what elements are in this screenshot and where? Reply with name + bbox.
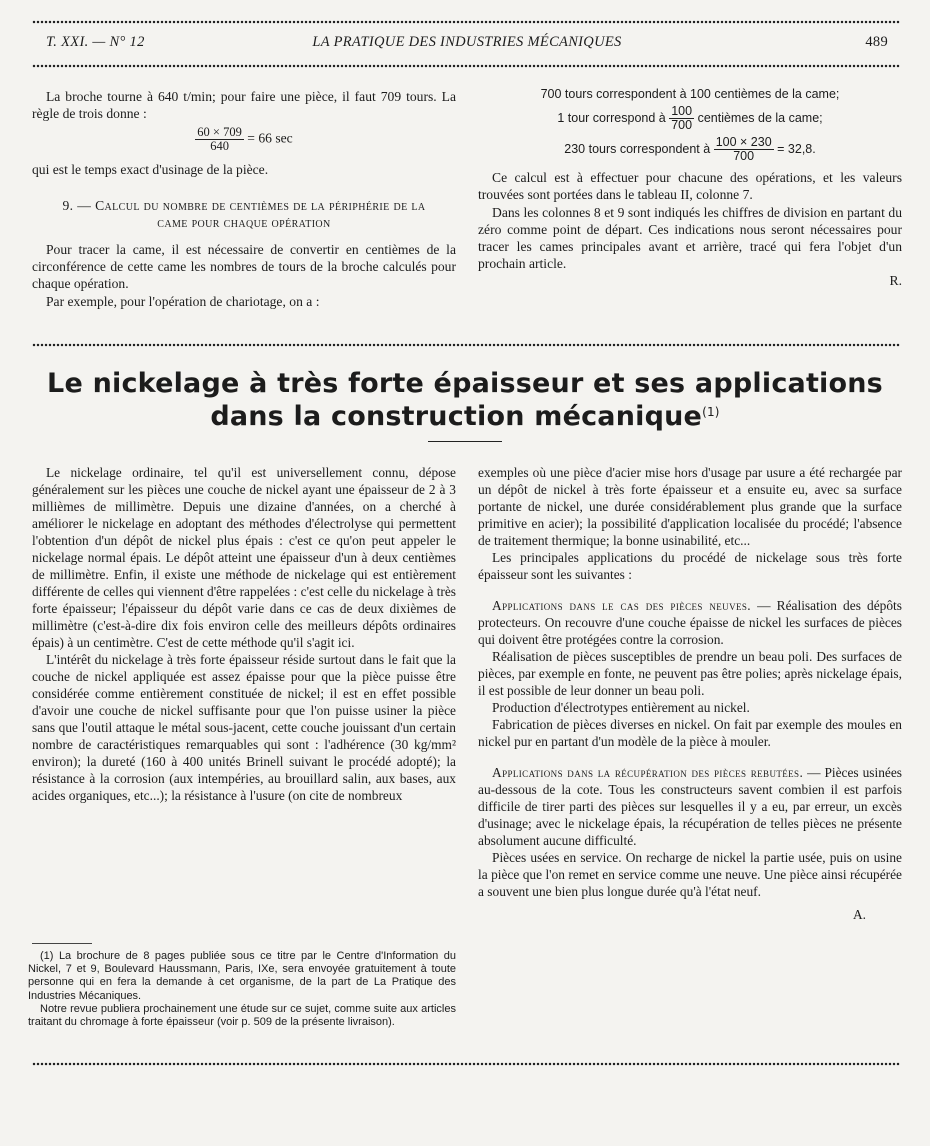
article-title bbox=[0, 367, 930, 433]
title-underline bbox=[428, 441, 502, 442]
calc-text: 1 tour correspond à bbox=[557, 111, 666, 125]
page-number: 489 bbox=[865, 34, 888, 50]
title-text: dans la construction mécanique bbox=[210, 401, 703, 432]
fraction bbox=[195, 126, 244, 153]
paragraph: Pièces usées en service. On recharge de nickel la partie usée, puis on usine la pièce que l'on remet en service comme une neuve. Une pièce ainsi récupérée a souvent une bien plus longue durée qu'à l'état neuf. bbox=[478, 850, 902, 899]
paragraph: Les principales applications du procédé de nickelage sous très forte épaisseur sont les suivantes : bbox=[478, 550, 902, 582]
calc-text: 230 tours correspondent à bbox=[564, 142, 711, 156]
paragraph: Réalisation de pièces susceptibles de prendre un beau poli. Des surfaces de pièces, par exemple en fonte, ne peuvent pas être polies; après nickelage épais, il est possible de leur donner un beau poli. bbox=[478, 649, 902, 698]
mid-dotted-rule bbox=[32, 343, 900, 347]
header-dotted-rule bbox=[32, 64, 900, 68]
calc-line: 700 tours correspondent à 100 centièmes de la came; bbox=[540, 87, 840, 101]
top-left-column bbox=[32, 88, 456, 310]
calc-text: = 32,8. bbox=[777, 142, 816, 156]
title-line-1: Le nickelage à très forte épaisseur et ses applications bbox=[47, 368, 883, 399]
footnote-paragraph: (1) La brochure de 8 pages publiée sous ce titre par le Centre d'Information du Nickel, 7 et 9, Boulevard Haussmann, Paris, IXe, sera envoyée gratuitement à toute personne qui en fera la demande à cet organisme, de la part de La Pratique des Industries Mécaniques. bbox=[28, 950, 456, 1002]
top-right-column bbox=[478, 86, 902, 290]
subsection-paragraph bbox=[478, 764, 902, 849]
calc-text: centièmes de la came; bbox=[697, 111, 823, 125]
paragraph: Par exemple, pour l'opération de chariotage, on a : bbox=[46, 293, 320, 309]
subsection-text: — Réalisation des dépôts protecteurs. On recouvre d'une couche épaisse de nickel les surfaces de pièces qui doivent être protégées contre la corrosion. bbox=[478, 598, 902, 647]
top-dotted-rule bbox=[32, 20, 900, 24]
fraction-denominator: 640 bbox=[195, 139, 244, 153]
title-line-2 bbox=[0, 400, 930, 433]
paragraph: qui est le temps exact d'usinage de la pièce. bbox=[32, 162, 269, 178]
fraction-denominator: 700 bbox=[671, 118, 693, 133]
footnote-marker: (1) bbox=[702, 405, 720, 419]
footnote-paragraph: Notre revue publiera prochainement une étude sur ce sujet, comme suite aux articles traitant du chromage à forte épaisseur (voir p. 509 de la présente livraison). bbox=[28, 1002, 456, 1029]
paragraph: Ce calcul est à effectuer pour chacune des opérations, et les valeurs trouvées sont portées dans le tableau II, colonne 7. bbox=[478, 170, 902, 203]
paragraph: Production d'électrotypes entièrement au nickel. bbox=[492, 700, 750, 715]
signature: A. bbox=[852, 907, 866, 922]
subsection-paragraph bbox=[478, 597, 902, 648]
footnote-separator bbox=[32, 943, 92, 944]
equation-result: = 66 sec bbox=[247, 131, 293, 147]
fraction-denominator: 700 bbox=[714, 149, 774, 163]
fraction bbox=[669, 105, 694, 132]
paragraph: exemples où une pièce d'acier mise hors d'usage par usure a été rechargée par un dépôt de nickel à très forte épaisseur et a ensuite eu, avec sa surface portante de nickel, une durée considérablement plus grande que la surface primitive en acier); la possibilité d'application localisée du procédé; l'absence de traitement thermique; la bonne usinabilité, etc... bbox=[478, 465, 902, 548]
article-right-column bbox=[478, 464, 902, 923]
signature: R. bbox=[889, 273, 902, 289]
bottom-dotted-rule bbox=[32, 1062, 900, 1066]
paragraph: Fabrication de pièces diverses en nickel. On fait par exemple des moules en nickel pur en partant d'un modèle de la pièce à mouler. bbox=[478, 717, 902, 749]
article-left-column bbox=[32, 464, 456, 804]
footnote bbox=[28, 950, 456, 1029]
calc-line bbox=[478, 136, 902, 163]
calc-line bbox=[478, 105, 902, 132]
subsection-heading: Applications dans la récupération des pièces rebutées. bbox=[492, 765, 804, 780]
fraction-numerator: 100 × 230 bbox=[715, 135, 772, 150]
journal-title: LA PRATIQUE DES INDUSTRIES MÉCANIQUES bbox=[312, 34, 622, 50]
fraction-numerator: 100 bbox=[671, 104, 693, 119]
equation bbox=[32, 126, 456, 153]
volume-number: T. XXI. — N° 12 bbox=[46, 34, 145, 50]
paragraph: Dans les colonnes 8 et 9 sont indiqués les chiffres de division en partant du zéro comme point de départ. Ces indications nous seront nécessaires pour tracer les cames principales avant et arrière, tracé qui fera l'objet d'un prochain article. bbox=[478, 204, 902, 272]
fraction-numerator: 60 × 709 bbox=[197, 125, 242, 140]
paragraph: Le nickelage ordinaire, tel qu'il est universellement connu, dépose généralement sur les pièces une couche de nickel ayant une épaisseur de 2 à 3 millièmes de millimètre. Depuis une dizaine d'années, on a cherché à améliorer le nickelage en adoptant des méthodes d'électrolyse qui permettent l'obtention d'un dépôt de nickel plus épais : c'est ce qu'on peut appeler le nickelage normal épais. Le dépôt atteint une épaisseur d'un à deux centièmes de millimètre. Enfin, il existe une méthode de nickelage qui est entièrement différente de celles qui viennent d'être rappelées : c'est celle du nickelage à très forte épaisseur; l'épaisseur du dépôt varie dans ce cas de deux dixièmes de millimètre (c'est-à-dire dix fois environ celle des meilleurs dépôts ordinaires épais) à un centimètre. C'est de cette méthode qu'il s'agit ici. bbox=[32, 465, 456, 650]
paragraph: La broche tourne à 640 t/min; pour faire une pièce, il faut 709 tours. La règle de trois donne : bbox=[32, 89, 456, 122]
paragraph: L'intérêt du nickelage à très forte épaisseur réside surtout dans le fait que la couche de nickel appliquée est assez épaisse pour que la pièce puisse être considérée comme entièrement constituée de nickel; il est en effet possible d'avoir une couche de nickel suffisante pour que l'on puisse usiner la pièce sans que l'outil attaque le métal sous-jacent, cette couche jouissant d'un certain nombre de caractéristiques remarquables qui sont : l'adhérence (30 kg/mm² environ); la dureté (160 à 400 unités Brinell suivant le procédé adopté); la résistance à la corrosion (aux intempéries, au brouillard salin, aux bases, aux acides organiques, etc...); la résistance à l'usure (on cite de nombreux bbox=[32, 652, 456, 803]
section-heading: 9. — Calcul du nombre de centièmes de la périphérie de la came pour chaque opération bbox=[62, 197, 426, 230]
running-header bbox=[46, 34, 888, 54]
paragraph: Pour tracer la came, il est nécessaire de convertir en centièmes de la circonférence de cette came les nombres de tours de la broche calculés pour chaque opération. bbox=[32, 242, 456, 292]
fraction bbox=[714, 136, 774, 163]
subsection-heading: Applications dans le cas des pièces neuves. bbox=[492, 598, 752, 613]
subsection-text: — Pièces usinées au-dessous de la cote. Tous les constructeurs savent combien il est parfois difficile de tirer parti des pièces sur lesquelles il y a eu, par erreur, un excès d'usinage; avec le nickelage épais, la récupération de telles pièces ne présente absolument aucune difficulté. bbox=[478, 765, 902, 848]
